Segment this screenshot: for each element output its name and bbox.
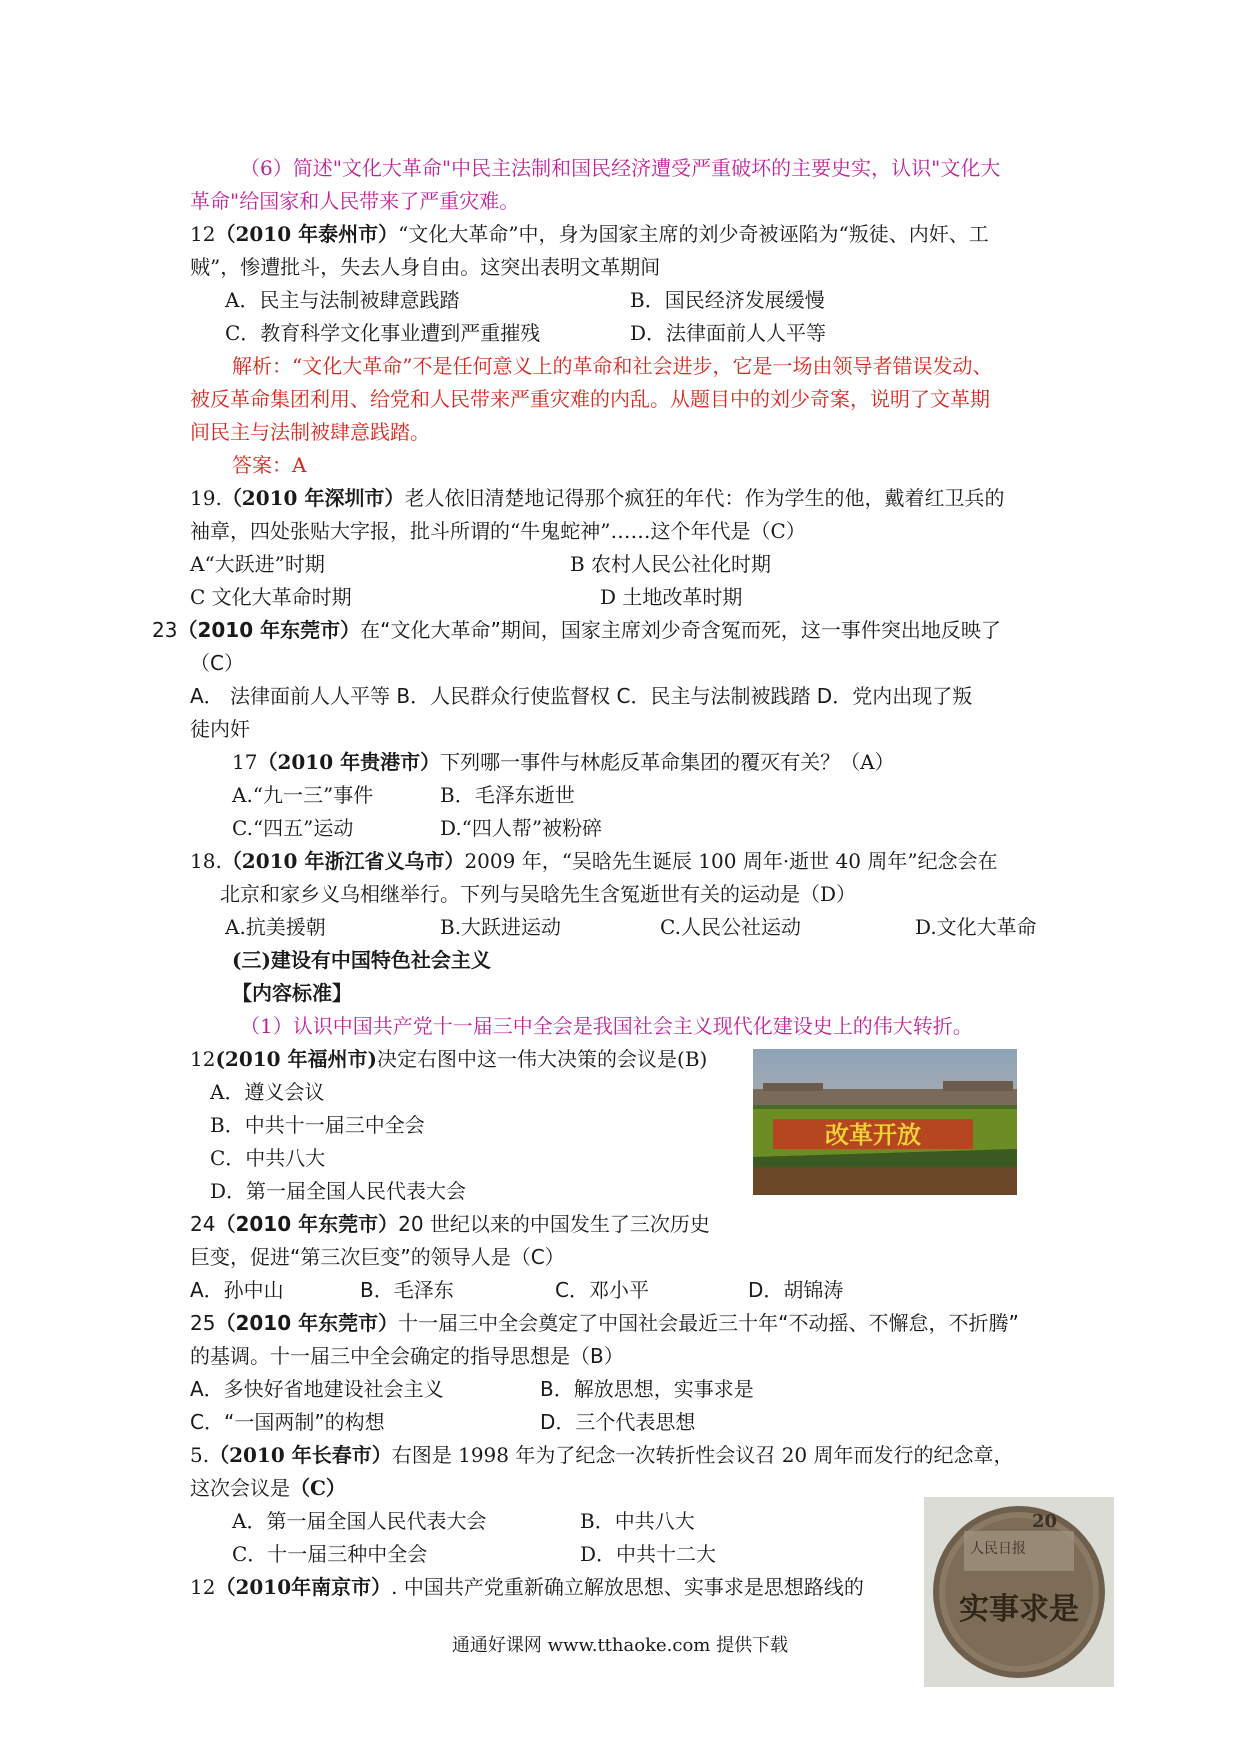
option-c: C．“一国两制”的构想: [190, 1410, 385, 1434]
options-line: A． 法律面前人人平等 B．人民群众行使监督权 C．民主与法制被践踏 D．党内出现了叛: [190, 684, 973, 708]
option-d: D．法律面前人人平等: [630, 321, 827, 345]
answer-line: 答案：A: [232, 453, 307, 477]
question-5-changchun: 5.（2010 年长春市）右图是 1998 年为了纪念一次转折性会议召 20 周年而发行的纪念章，: [190, 1443, 1014, 1467]
option-a: A.“九一三”事件: [232, 783, 374, 807]
question-17-guigang: 17（2010 年贵港市）下列哪一事件与林彪反革命集团的覆灭有关？（A）: [232, 750, 895, 774]
options-line: 徒内奸: [190, 717, 250, 741]
option-c: C.“四五”运动: [232, 816, 354, 840]
question-line: 贼”，惨遭批斗，失去人身自由。这突出表明文革期间: [190, 255, 661, 279]
option-a: A．孙中山: [190, 1278, 284, 1302]
question-12-taizhou: 12（2010 年泰州市）“文化大革命”中，身为国家主席的刘少奇被诬陷为“叛徒、内奸、工: [190, 222, 989, 246]
question-line: 这次会议是（C）: [190, 1476, 346, 1500]
option-c: C 文化大革命时期: [190, 585, 352, 609]
question-25-dongguan: 25（2010 年东莞市）十一届三中全会奠定了中国社会最近三十年“不动摇、不懈怠，不折腾”: [190, 1311, 1019, 1335]
standard-line-1: （6）简述"文化大革命"中民主法制和国民经济遭受严重破坏的主要史实，认识"文化大: [240, 156, 1001, 180]
medal-inscription: 实事求是: [959, 1592, 1079, 1627]
question-24-dongguan: 24（2010 年东莞市）20 世纪以来的中国发生了三次历史: [190, 1212, 710, 1236]
option-d: D.“四人帮”被粉碎: [440, 816, 603, 840]
option-c: C．十一届三种中全会: [232, 1542, 428, 1566]
option-c: C．中共八大: [210, 1146, 326, 1170]
question-line: 北京和家乡义乌相继举行。下列与吴晗先生含冤逝世有关的运动是（D）: [220, 882, 857, 906]
option-a: A．第一届全国人民代表大会: [232, 1509, 487, 1533]
standard-line: （1）认识中国共产党十一届三中全会是我国社会主义现代化建设史上的伟大转折。: [240, 1014, 973, 1038]
option-a: A．多快好省地建设社会主义: [190, 1377, 444, 1401]
option-c: C.人民公社运动: [660, 915, 801, 939]
medal-header: 人民日报: [970, 1541, 1026, 1557]
option-d: D.文化大革命: [915, 915, 1037, 939]
option-c: C．教育科学文化事业遭到严重摧残: [225, 321, 541, 345]
question-19-shenzhen: 19.（2010 年深圳市）老人依旧清楚地记得那个疯狂的年代：作为学生的他，戴着红卫兵的: [190, 486, 1005, 510]
option-d: D．胡锦涛: [748, 1278, 844, 1302]
option-a: A.抗美援朝: [225, 915, 326, 939]
analysis-line-1: 解析：“文化大革命”不是任何意义上的革命和社会进步，它是一场由领导者错误发动、: [232, 354, 993, 378]
option-b: B.大跃进运动: [440, 915, 562, 939]
option-b: B．毛泽东: [360, 1278, 454, 1302]
question-12-fuzhou: 12(2010 年福州市)决定右图中这一伟大决策的会议是(B): [190, 1047, 708, 1071]
option-a: A．民主与法制被肆意践踏: [225, 288, 460, 312]
option-b: B 农村人民公社化时期: [570, 552, 772, 576]
option-d: D．中共十二大: [580, 1542, 717, 1566]
question-line: （C）: [190, 651, 244, 675]
reform-rally-photo: [753, 1049, 1017, 1195]
option-d: D．三个代表思想: [540, 1410, 696, 1434]
question-23-dongguan: 23（2010 年东莞市）在“文化大革命”期间，国家主席刘少奇含冤而死，这一事件突出地反映了: [152, 618, 1001, 642]
question-line: 袖章，四处张贴大字报，批斗所谓的“牛鬼蛇神”……这个年代是（C）: [190, 519, 806, 543]
option-d: D 土地改革时期: [600, 585, 743, 609]
option-c: C．邓小平: [555, 1278, 649, 1302]
section-heading: (三)建设有中国特色社会主义: [232, 948, 491, 972]
option-a: A“大跃进”时期: [190, 552, 325, 576]
content-standard-heading: 【内容标准】: [232, 981, 352, 1005]
option-b: B．中共八大: [580, 1509, 695, 1533]
option-b: B．解放思想，实事求是: [540, 1377, 754, 1401]
option-b: B．中共十一届三中全会: [210, 1113, 425, 1137]
analysis-line-2: 被反革命集团利用、给党和人民带来严重灾难的内乱。从题目中的刘少奇案，说明了文革期: [190, 387, 990, 411]
option-a: A．遵义会议: [210, 1080, 325, 1104]
banner-text: 改革开放: [825, 1121, 921, 1149]
option-b: B．毛泽东逝世: [440, 783, 575, 807]
analysis-line-3: 间民主与法制被肆意践踏。: [190, 420, 430, 444]
footer-source: 通通好课网 www.tthaoke.com 提供下载: [451, 1635, 789, 1656]
medal-number: 20: [1032, 1511, 1058, 1532]
question-line: 巨变，促进“第三次巨变”的领导人是（C）: [190, 1245, 565, 1269]
question-18-yiwu: 18.（2010 年浙江省义乌市）2009 年，“吴晗先生诞辰 100 周年·逝世 40 周年”纪念会在: [190, 849, 998, 873]
standard-line-2: 革命"给国家和人民带来了严重灾难。: [190, 189, 520, 213]
option-b: B．国民经济发展缓慢: [630, 288, 825, 312]
question-line: 的基调。十一届三中全会确定的指导思想是（B）: [190, 1344, 624, 1368]
commemorative-medal-photo: [924, 1497, 1114, 1687]
option-d: D．第一届全国人民代表大会: [210, 1179, 467, 1203]
question-12-nanjing: 12（2010年南京市）. 中国共产党重新确立解放思想、实事求是思想路线的: [190, 1575, 864, 1599]
